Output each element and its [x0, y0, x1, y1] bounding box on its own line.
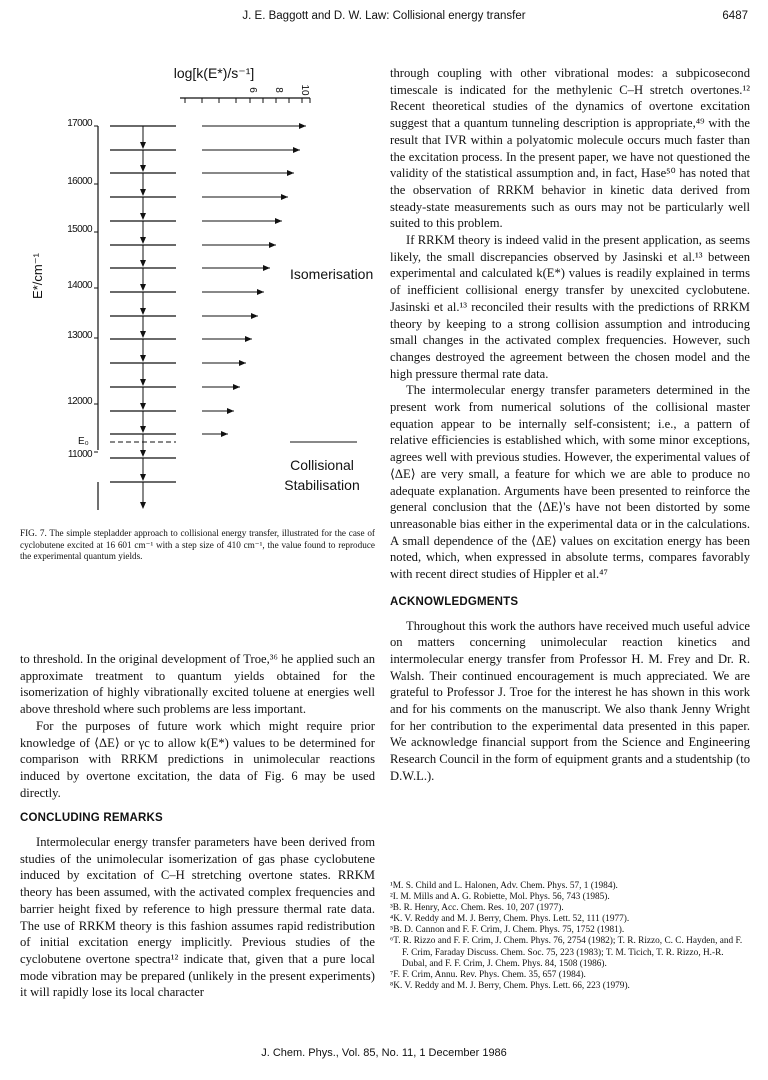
energy-axis-tick-label: 15000	[67, 224, 92, 235]
collision-arrowhead	[140, 355, 146, 362]
isomerisation-arrowhead	[281, 194, 288, 200]
top-axis-tick-label: 10	[299, 84, 310, 96]
header-title: J. E. Baggott and D. W. Law: Collisional energy transfer	[242, 10, 526, 22]
running-header	[0, 10, 768, 30]
label-collisional: Collisional	[290, 457, 354, 473]
paragraph: Intermolecular energy transfer parameters have been derived from studies of the unimolecular isomerization of gas phase cyclobutene induced by excitation of C–H stretching overtone states. RRKM theory has been assumed, with the activated complex frequencies and barrier height fixed by reference to high pressure thermal rate data. The use of RRKM theory is this fashion assumes rapid redistribution of initial excitation energy implicitly. Previous studies of the cyclobutene overtone spectra¹² indicate that, given that a pure local mode vibration may be prepared (unlikely in the present experiments) it will rapidly lose its local character	[20, 835, 375, 1000]
paragraph: Throughout this work the authors have received much useful advice on matters concerning unimolecular reaction kinetics and intermolecular energy transfer from Professor H. M. Frey and Dr. R. Walsh. Their continued encouragement is much appreciated. We are grateful to Professor J. Troe for the interest he has shown in this work and for his comments on the manuscript. We also thank Jenny Wright for her contribution to the experimental data presented in this paper. We acknowledge financial support from the Science and Engineering Research Council in the form of equipment grants and a studentship (to D.W.L.).	[390, 618, 750, 783]
section-heading: ACKNOWLEDGMENTS	[390, 595, 519, 608]
isomerisation-arrowhead	[233, 384, 240, 390]
isomerisation-arrowhead	[299, 123, 306, 129]
collision-arrowhead	[140, 379, 146, 386]
isomerisation-arrowhead	[269, 242, 276, 248]
isomerisation-arrowhead	[275, 218, 282, 224]
collision-arrowhead	[140, 213, 146, 220]
collision-arrowhead	[140, 450, 146, 457]
reference-item: ¹M. S. Child and L. Halonen, Adv. Chem. Phys. 57, 1 (1984).	[390, 881, 618, 891]
isomerisation-arrowhead	[245, 336, 252, 342]
left-column	[20, 651, 375, 1001]
journal-footer: J. Chem. Phys., Vol. 85, No. 11, 1 December 1986	[261, 1047, 507, 1059]
collision-arrowhead	[140, 237, 146, 244]
energy-axis-tick-label: 12000	[67, 396, 92, 407]
energy-axis-tick-label: 11000	[67, 449, 92, 460]
collision-arrowhead	[140, 331, 146, 338]
isomerisation-arrowhead	[221, 431, 228, 437]
energy-axis-ticks	[67, 118, 98, 460]
collision-arrowhead	[140, 284, 146, 291]
top-axis-tick-label: 6	[247, 87, 258, 93]
reference-item: ⁴K. V. Reddy and M. J. Berry, Chem. Phys. Lett. 52, 111 (1977).	[390, 914, 630, 925]
paragraph: through coupling with other vibrational modes: a subpicosecond timescale is indicated for the methylenic C–H stretch overtones.¹² Recent theoretical studies of the dynamics of overtone excitation suggest that a quantum tunneling description is appropriate,⁴⁹ with the result that IVR within a polyatomic molecule occurs much faster than the excitation process. In the present paper, we have not questioned the validity of the statistical assumption and, in fact, Hase⁵⁰ has noted that the observation of RRKM behavior in kinetic data derived from steady-state measurements such as ours may not be particularly well suited to this problem.	[390, 66, 750, 231]
page-number: 6487	[722, 10, 748, 22]
collision-arrowhead	[140, 426, 146, 433]
collision-arrowhead	[140, 474, 146, 481]
reference-item: ³B. R. Henry, Acc. Chem. Res. 10, 207 (1977).	[390, 903, 564, 914]
isomerisation-arrowhead	[263, 265, 270, 271]
paragraph: For the purposes of future work which might require prior knowledge of ⟨ΔE⟩ or γc to allow k(E*) values to be determined for comparison with RRKM predictions in unimolecular reactions induced by overtone excitation, the data of Fig. 6 may be used directly.	[20, 718, 375, 800]
references-list	[390, 881, 750, 992]
section-heading: CONCLUDING REMARKS	[20, 812, 163, 825]
e0-label: E₀	[78, 436, 89, 447]
isomerisation-arrowhead	[239, 360, 246, 366]
collision-arrowhead	[140, 142, 146, 149]
collision-arrowhead	[140, 403, 146, 410]
paragraph: to threshold. In the original development of Troe,³⁶ he applied such an approximate treatment to quantum yields obtained for the isomerization of highly vibrationally excited toluene at energies well above threshold where such problems are less important.	[20, 652, 375, 717]
label-stabilisation: Stabilisation	[284, 477, 360, 493]
paragraph: The intermolecular energy transfer parameters determined in the present work from numerical solutions of the collisional master equation appear to be internally self-consistent; i.e., a pattern of relative efficiencies is established which, with some minor exceptions, agrees well with previous studies. However, the experimental values of ⟨ΔE⟩ are very small, a feature for which we are able to produce no adequate explanation. Arguments have been presented to reinforce the general conclusion that the ⟨ΔE⟩'s have not been distorted by some unreasonable bias either in the experimental data or in the calculations. A small dependence of the ⟨ΔE⟩ values on excitation energy has been noted, which, when expressed in absolute terms, compares favorably with recent direct studies of Hippler et al.⁴⁷	[390, 383, 750, 582]
top-axis-tick-label: 8	[273, 87, 284, 93]
energy-axis-tick-label: 14000	[67, 280, 92, 291]
energy-levels	[110, 123, 306, 509]
isomerisation-arrowhead	[251, 313, 258, 319]
collision-arrowhead	[140, 502, 146, 509]
isomerisation-arrowhead	[287, 170, 294, 176]
collision-arrowhead	[140, 260, 146, 267]
collision-arrowhead	[140, 165, 146, 172]
right-column	[390, 65, 750, 785]
isomerisation-arrowhead	[293, 147, 300, 153]
reference-item: ⁶T. R. Rizzo and F. F. Crim, J. Chem. Phys. 76, 2754 (1982); T. R. Rizzo, C. C. Hayden, and F. F. Crim, Faraday Discuss. Chem. Soc. 75, 223 (1983); T. M. Ticich, T. R. Rizzo, H.-R. Dubal, and F. F. Crim, J. Chem. Phys. 84, 1508 (1986).	[390, 936, 743, 969]
figure-7	[20, 42, 375, 522]
reference-item: ⁸K. V. Reddy and M. J. Berry, Chem. Phys. Lett. 66, 223 (1979).	[390, 980, 630, 991]
isomerisation-arrowhead	[257, 289, 264, 295]
label-isomerisation: Isomerisation	[290, 266, 374, 282]
top-axis-label: log[k(E*)/s⁻¹]	[173, 65, 255, 81]
isomerisation-arrowhead	[227, 408, 234, 414]
reference-item: ⁵B. D. Cannon and F. F. Crim, J. Chem. Phys. 75, 1752 (1981).	[390, 925, 625, 936]
paragraph: If RRKM theory is indeed valid in the present application, as seems likely, the small discrepancies observed by Jasinski et al.¹³ between experimental and calculated k(E*) values is readily explained in terms of inefficient collisional energy transfer by unexcited cyclobutene. Jasinski et al.¹³ reconciled their results with the predictions of RRKM theory by keeping to a strong collision assumption and introducing small changes in the activated complex frequencies. However, such changes destroyed the agreement between the chosen model and the high pressure thermal rate data.	[390, 233, 750, 381]
reference-item: ²I. M. Mills and A. G. Robiette, Mol. Phys. 56, 743 (1985).	[390, 892, 610, 903]
energy-axis-tick-label: 13000	[67, 330, 92, 341]
energy-axis-tick-label: 17000	[67, 118, 92, 129]
energy-axis-tick-label: 16000	[67, 176, 92, 187]
reference-item: ⁷F. F. Crim, Annu. Rev. Phys. Chem. 35, 657 (1984).	[390, 969, 586, 980]
energy-axis-label: E*/cm⁻¹	[30, 253, 45, 299]
collision-arrowhead	[140, 189, 146, 196]
stepladder-diagram	[20, 42, 375, 522]
top-axis-ticks	[185, 84, 310, 103]
collision-arrowhead	[140, 308, 146, 315]
figure-caption: FIG. 7. The simple stepladder approach to collisional energy transfer, illustrated for the case of cyclobutene excited at 16 601 cm⁻¹ with a step size of 410 cm⁻¹, the value found to reproduce the experimental quantum yields.	[20, 528, 375, 561]
